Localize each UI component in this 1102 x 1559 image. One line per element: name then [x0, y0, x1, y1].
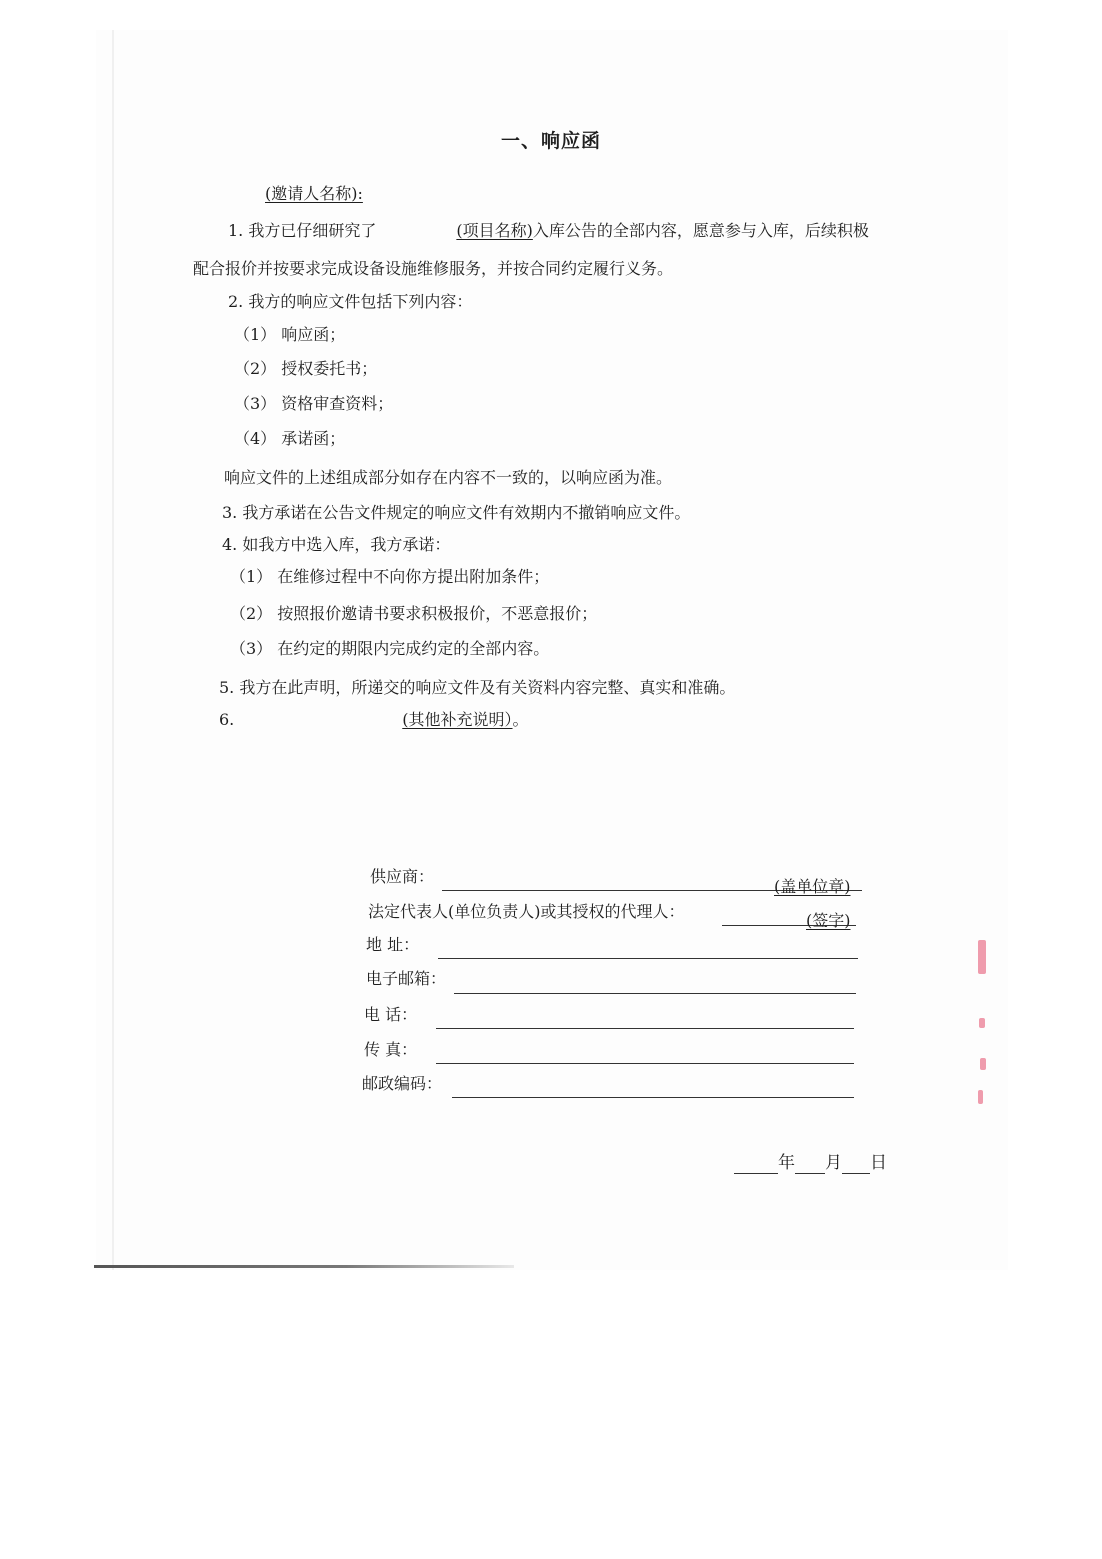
paragraph-1: [228, 220, 869, 242]
email-field-line: [454, 993, 856, 994]
paragraph-2-note: 响应文件的上述组成部分如存在内容不一致的，以响应函为准。: [224, 468, 673, 487]
scan-bottom-edge: [94, 1265, 514, 1268]
paragraph-3: 3. 我方承诺在公告文件规定的响应文件有效期内不撤销响应文件。: [222, 503, 691, 522]
email-label: 电子邮箱：: [366, 969, 447, 988]
address-label: 地 址：: [366, 935, 420, 954]
paragraph-6: 6. (其他补充说明）。: [219, 710, 529, 729]
promise-item-1: （1） 在维修过程中不向你方提出附加条件；: [230, 567, 550, 586]
seal-fragment: [976, 940, 990, 1110]
paragraph-4: 4. 如我方中选入库，我方承诺：: [222, 535, 451, 554]
doc-item-4: （4） 承诺函；: [234, 429, 346, 448]
paragraph-6-number: 6.: [219, 710, 235, 729]
year-label: 年: [778, 1153, 795, 1173]
address-field-line: [438, 958, 858, 959]
project-name-blank: (项目名称): [456, 221, 533, 240]
doc-item-2: （2） 授权委托书；: [234, 359, 378, 378]
promise-item-2: （2） 按照报价邀请书要求积极报价，不恶意报价；: [230, 604, 598, 623]
paragraph-2: 2. 我方的响应文件包括下列内容：: [228, 292, 473, 311]
supplement-blank: (其他补充说明）: [402, 710, 513, 729]
month-label: 月: [825, 1153, 842, 1173]
salutation-line: [193, 183, 363, 205]
fax-field-line: [436, 1063, 854, 1064]
scan-edge: [112, 30, 114, 1270]
paragraph-5: 5. 我方在此声明，所递交的响应文件及有关资料内容完整、真实和准确。: [219, 678, 736, 697]
signature-tag: (签字): [806, 911, 851, 930]
supplier-label: 供应商：: [370, 867, 435, 886]
paragraph-1-body: 入库公告的全部内容，愿意参与入库，后续积极: [532, 221, 869, 240]
fax-label: 传 真：: [364, 1040, 418, 1059]
date-line: [734, 1152, 887, 1174]
postcode-field-line: [452, 1097, 854, 1098]
paragraph-1-lead: 1. 我方已仔细研究了: [228, 221, 377, 240]
doc-item-3: （3） 资格审查资料；: [234, 394, 394, 413]
postcode-label: 邮政编码：: [362, 1074, 443, 1093]
phone-label: 电 话：: [364, 1005, 418, 1024]
seal-tag: (盖单位章): [774, 877, 851, 896]
promise-item-3: （3） 在约定的期限内完成约定的全部内容。: [230, 639, 550, 658]
page-title: 一、响应函: [500, 130, 601, 152]
salutation-text: (邀请人名称):: [265, 184, 363, 203]
day-label: 日: [870, 1153, 887, 1173]
doc-item-1: （1） 响应函；: [234, 325, 346, 344]
year-blank: [734, 1155, 778, 1174]
representative-label: 法定代表人(单位负责人)或其授权的代理人：: [368, 902, 685, 921]
paragraph-1-cont: 配合报价并按要求完成设备设施维修服务，并按合同约定履行义务。: [193, 259, 674, 278]
day-blank: [842, 1155, 870, 1174]
phone-field-line: [436, 1028, 854, 1029]
month-blank: [795, 1155, 825, 1174]
